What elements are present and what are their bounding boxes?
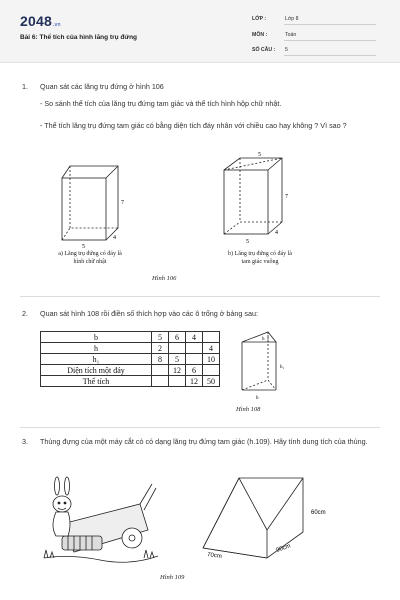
page-header	[0, 0, 400, 63]
grade-label: LỚP :	[252, 16, 267, 22]
table-cell: 12	[186, 376, 203, 387]
divider	[284, 40, 376, 41]
table-cell	[203, 365, 220, 376]
h-label: h	[262, 337, 265, 342]
triangular-prism-figure	[236, 328, 296, 406]
depth-label: 4	[113, 235, 116, 241]
question-count-value: 5	[285, 47, 288, 53]
table-row	[41, 343, 220, 354]
table-cell: 4	[186, 332, 203, 343]
table-cell: 5	[152, 332, 169, 343]
question-subtext: - Thể tích lăng trụ đứng tam giác có bằng diện tích đáy nhân với chiều cao hay không ? Vì sao ?	[40, 121, 347, 130]
divider	[20, 427, 380, 428]
question-number: 2.	[22, 309, 28, 318]
table-row-label: Thể tích	[41, 376, 152, 387]
question-count-label: SỐ CÂU :	[252, 47, 276, 53]
value-table	[40, 331, 220, 387]
table-cell: 10	[203, 354, 220, 365]
table-row	[41, 354, 220, 365]
figure-subcaption	[200, 250, 320, 267]
table-row	[41, 332, 220, 343]
caption-line: a) Lăng trụ đứng có đáy là	[58, 251, 122, 257]
table-row-label: Diện tích một đáy	[41, 365, 152, 376]
figure-caption: Hình 108	[236, 406, 261, 413]
table-cell	[203, 332, 220, 343]
caption-line: hình chữ nhật	[73, 259, 107, 266]
divider	[284, 24, 376, 25]
table-row-label: h	[41, 343, 152, 354]
table-cell: 5	[169, 354, 186, 365]
height-dimension: 60cm	[311, 510, 326, 516]
depth-dimension: 70cm	[206, 552, 223, 561]
question-subtext: - So sánh thể tích của lăng trụ đứng tam giác và thể tích hình hộp chữ nhật.	[40, 99, 282, 108]
table-cell: 50	[203, 376, 220, 387]
height-label: 7	[121, 200, 124, 206]
subject-label: MÔN :	[252, 32, 268, 38]
question-text: Thùng đựng của một máy cắt cỏ có dạng lăng trụ đứng tam giác (h.109). Hãy tính dung tích của thùng.	[40, 437, 368, 446]
table-row	[41, 365, 220, 376]
table-cell	[152, 376, 169, 387]
table-cell	[169, 343, 186, 354]
table-row-label: h₁	[41, 354, 152, 365]
table-cell: 6	[186, 365, 203, 376]
table-row-label: b	[41, 332, 152, 343]
table-cell: 4	[203, 343, 220, 354]
h1-label: h₁	[280, 365, 285, 370]
height-label: 7	[285, 194, 288, 200]
triangular-prism-figure	[195, 470, 345, 562]
rectangular-prism-figure	[50, 158, 140, 248]
width-dimension: 90cm	[275, 543, 292, 554]
figure-caption: Hình 109	[160, 574, 185, 581]
width-label: 5	[246, 239, 249, 245]
table-cell	[152, 365, 169, 376]
figure-caption: Hình 106	[152, 275, 177, 282]
question-text: Quan sát hình 108 rồi điền số thích hợp vào các ô trống ở bảng sau:	[40, 309, 259, 318]
table-cell: 6	[169, 332, 186, 343]
table-cell: 12	[169, 365, 186, 376]
table-cell	[169, 376, 186, 387]
depth-label: 4	[275, 230, 278, 236]
table-row	[41, 376, 220, 387]
lawn-mower-illustration	[40, 474, 160, 570]
lesson-title: Bài 6: Thể tích của hình lăng trụ đứng	[20, 34, 138, 41]
table-cell: 2	[152, 343, 169, 354]
caption-line: b) Lăng trụ đứng có đáy là	[228, 251, 292, 257]
site-logo[interactable]: 2048.vn	[20, 13, 61, 29]
caption-line: tam giác vuông	[241, 259, 279, 266]
table-cell	[186, 354, 203, 365]
question-number: 3.	[22, 437, 28, 446]
table-cell: 8	[152, 354, 169, 365]
divider	[20, 296, 380, 297]
b-label: b	[256, 396, 259, 401]
table-cell	[186, 343, 203, 354]
question-number: 1.	[22, 82, 28, 91]
grade-value: Lớp 8	[285, 16, 299, 22]
top-label: 5	[258, 152, 261, 158]
width-label: 5	[82, 244, 85, 248]
triangular-prism-figure	[210, 150, 310, 248]
subject-value: Toán	[285, 32, 297, 38]
figure-subcaption	[30, 250, 150, 267]
divider	[284, 55, 376, 56]
question-text: Quan sát các lăng trụ đứng ở hình 106	[40, 82, 164, 91]
